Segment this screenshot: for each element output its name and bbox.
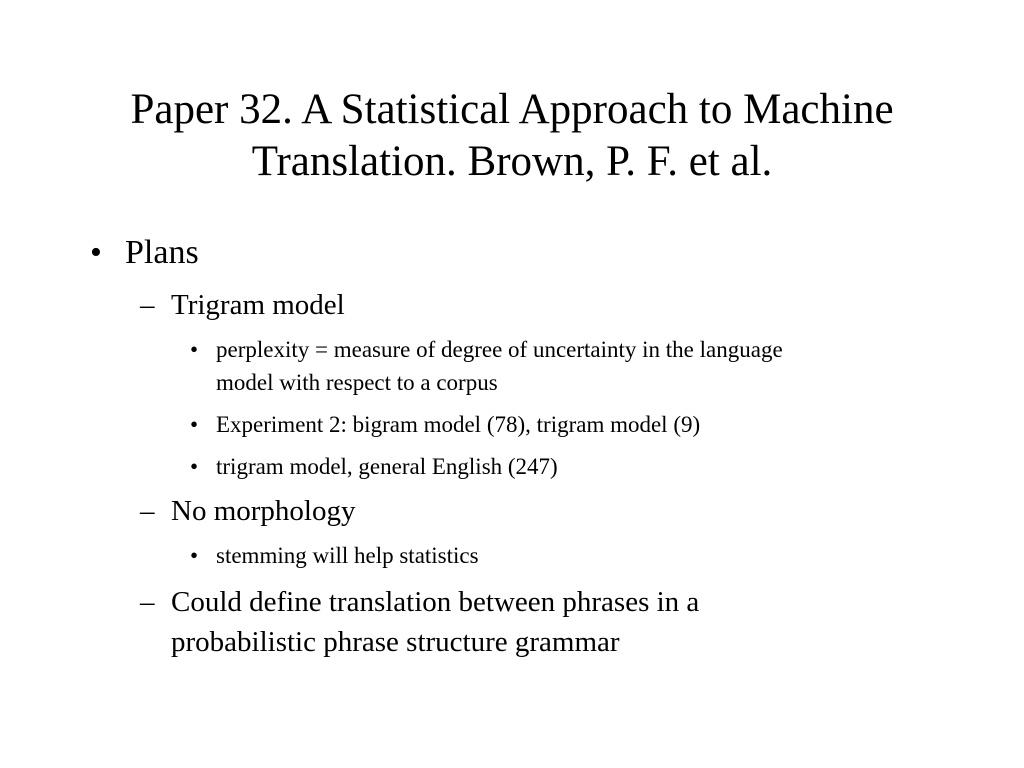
bullet-marker: •: [190, 454, 199, 479]
bullet-marker: •: [190, 543, 199, 568]
detail-general-english-text: trigram model, general English (247): [216, 454, 558, 479]
subbullet-phrase-translation-line-1: Could define translation between phrases in a: [171, 586, 700, 618]
bullet-marker: •: [90, 234, 102, 271]
subbullet-no-morphology-text: No morphology: [171, 495, 356, 527]
subbullet-phrase-translation-line-2: probabilistic phrase structure grammar: [171, 626, 620, 658]
bullet-marker: •: [190, 412, 199, 437]
bullet-plans-text: Plans: [125, 234, 199, 271]
subbullet-trigram-model-text: Trigram model: [171, 289, 345, 321]
dash-marker: –: [140, 495, 155, 527]
bullet-marker: •: [190, 337, 199, 362]
slide-title-line-1: Paper 32. A Statistical Approach to Machine: [130, 86, 894, 133]
detail-perplexity-line-1: perplexity = measure of degree of uncertainty in the language: [216, 337, 783, 362]
detail-perplexity-line-2: model with respect to a corpus: [216, 370, 498, 395]
detail-stemming-text: stemming will help statistics: [216, 543, 479, 568]
dash-marker: –: [140, 289, 155, 321]
dash-marker: –: [140, 586, 155, 618]
detail-experiment-2-text: Experiment 2: bigram model (78), trigram model (9): [216, 412, 701, 437]
slide-title-line-2: Translation. Brown, P. F. et al.: [251, 138, 773, 185]
